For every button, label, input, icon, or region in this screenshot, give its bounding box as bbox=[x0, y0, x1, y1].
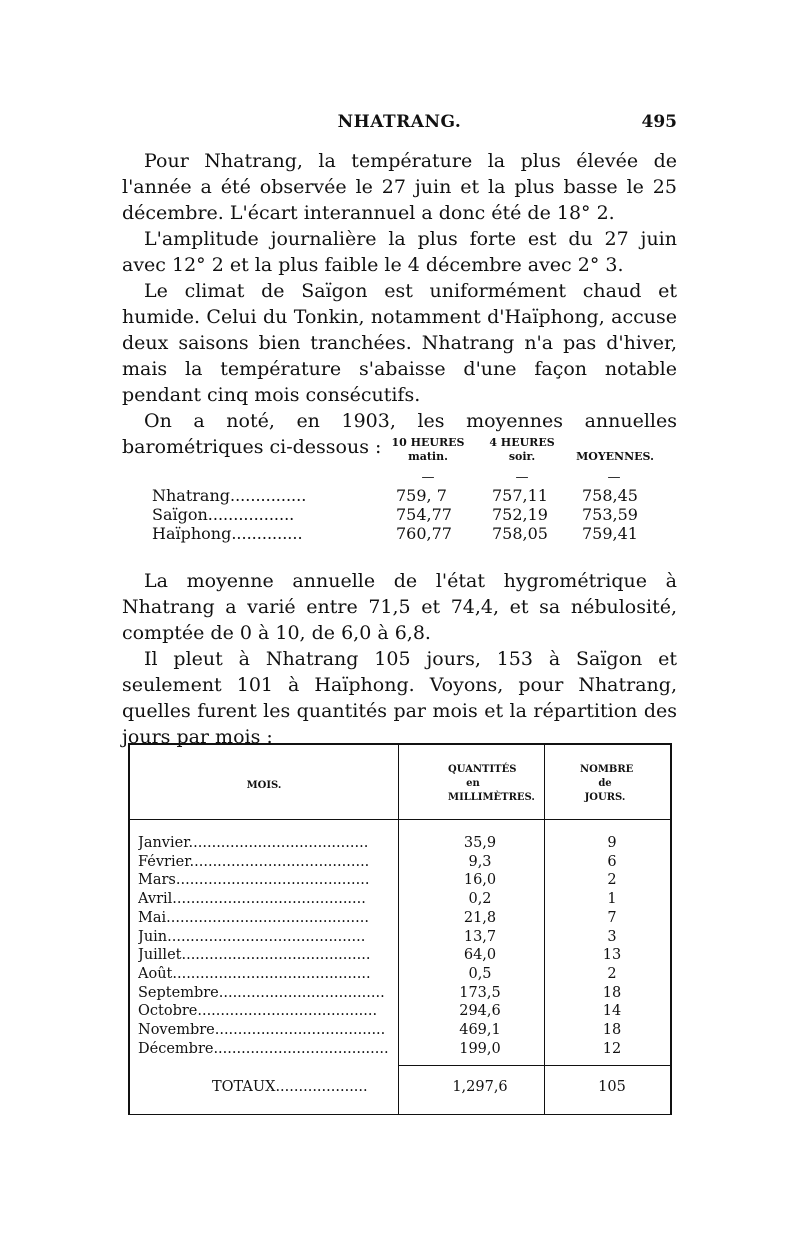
total-quantity: 1,297,6 bbox=[452, 1079, 508, 1095]
table-row bbox=[152, 505, 662, 524]
rain-quantity: 0,2 bbox=[468, 891, 492, 908]
table-row bbox=[138, 1022, 668, 1041]
value-average: 753,59 bbox=[582, 505, 638, 524]
month-name: Juin........................................... bbox=[138, 928, 366, 945]
col-header-month: MOIS. bbox=[246, 780, 282, 791]
month-name: Mars.......................................... bbox=[138, 872, 370, 889]
totals-label: TOTAUX.................... bbox=[212, 1079, 368, 1095]
paragraph: La moyenne annuelle de l'état hygrométrique à Nhatrang a varié entre 71,5 et 74,4, et sa nébulosité, comptée de 0 à 10, de 6,0 à 6,8. bbox=[122, 570, 677, 644]
rain-quantity: 16,0 bbox=[463, 872, 497, 889]
rain-quantity: 199,0 bbox=[459, 1040, 501, 1057]
paragraph: Il pleut à Nhatrang 105 jours, 153 à Saïgon et seulement 101 à Haïphong. Voyons, pour Nhatrang, quelles furent les quantités par mois et la répartition des jours par mois : bbox=[122, 648, 677, 748]
col-header-quantity: QUANTITÉS en MILLIMÈTRES. bbox=[448, 764, 535, 803]
value-morning: 759, 7 bbox=[396, 486, 447, 505]
table-row bbox=[138, 835, 668, 854]
table-row bbox=[138, 910, 668, 929]
rain-quantity: 21,8 bbox=[463, 909, 497, 926]
table-row bbox=[138, 1003, 668, 1022]
table-row bbox=[138, 929, 668, 948]
rain-days: 1 bbox=[607, 891, 617, 908]
month-name: Mai............................................ bbox=[138, 909, 369, 926]
body-text-2 bbox=[122, 568, 677, 750]
header-dash: — bbox=[515, 470, 529, 485]
col-header-evening: 4 HEURES soir. bbox=[489, 436, 555, 463]
rain-quantity: 9,3 bbox=[468, 853, 492, 870]
rain-quantity: 469,1 bbox=[459, 1022, 501, 1038]
value-morning: 760,77 bbox=[396, 524, 452, 543]
value-average: 758,45 bbox=[582, 486, 638, 505]
month-name: Janvier....................................... bbox=[138, 835, 369, 851]
table-row bbox=[138, 1041, 668, 1060]
month-name: Février....................................... bbox=[138, 853, 370, 870]
rainfall-table bbox=[128, 743, 672, 1115]
running-header bbox=[122, 112, 677, 138]
table-row bbox=[138, 985, 668, 1004]
table-row bbox=[138, 947, 668, 966]
paragraph: Pour Nhatrang, la température la plus élevée de l'année a été observée le 27 juin et la plus basse le 25 décembre. L'écart interannuel a donc été de 18° 2. bbox=[122, 150, 677, 224]
rain-days: 13 bbox=[602, 947, 622, 964]
rain-days: 6 bbox=[607, 853, 617, 870]
rain-days: 3 bbox=[607, 928, 617, 945]
table-row bbox=[152, 524, 662, 543]
table-row bbox=[138, 854, 668, 873]
month-name: Août........................................... bbox=[138, 965, 371, 982]
rain-days: 14 bbox=[602, 1003, 622, 1020]
station-name: Saïgon................. bbox=[152, 505, 295, 524]
month-name: Novembre..................................... bbox=[138, 1022, 386, 1038]
rain-quantity: 173,5 bbox=[459, 984, 501, 1001]
table-row bbox=[152, 486, 662, 505]
station-name: Nhatrang............... bbox=[152, 486, 307, 505]
month-name: Décembre...................................... bbox=[138, 1040, 389, 1057]
value-average: 759,41 bbox=[582, 524, 638, 543]
rain-quantity: 64,0 bbox=[463, 947, 497, 964]
col-header-morning: 10 HEURES matin. bbox=[391, 436, 465, 463]
table-row bbox=[138, 966, 668, 985]
rain-quantity: 35,9 bbox=[463, 835, 497, 851]
paragraph: Le climat de Saïgon est uniformément chaud et humide. Celui du Tonkin, notamment d'Haïphong, accuse deux saisons bien tranchées. Nhatrang n'a pas d'hiver, mais la température s'abaisse d'une façon notable pendant cinq mois consécutifs. bbox=[122, 280, 677, 406]
rain-days: 9 bbox=[607, 835, 617, 851]
col-header-average: MOYENNES. bbox=[576, 450, 654, 463]
paragraph: On a noté, en 1903, les moyennes annuelles barométriques ci-dessous : bbox=[122, 410, 677, 458]
value-evening: 752,19 bbox=[492, 505, 548, 524]
header-divider bbox=[130, 819, 670, 820]
total-divider bbox=[398, 1065, 670, 1066]
header-dash: — bbox=[607, 470, 621, 485]
value-evening: 757,11 bbox=[492, 486, 548, 505]
value-evening: 758,05 bbox=[492, 524, 548, 543]
rain-quantity: 0,5 bbox=[468, 965, 492, 982]
rain-days: 2 bbox=[607, 965, 617, 982]
total-days: 105 bbox=[598, 1079, 626, 1095]
header-dash: — bbox=[421, 470, 435, 485]
running-title: NHATRANG. bbox=[337, 112, 462, 132]
value-morning: 754,77 bbox=[396, 505, 452, 524]
body-text bbox=[122, 148, 677, 460]
rain-quantity: 13,7 bbox=[463, 928, 497, 945]
month-name: Octobre....................................... bbox=[138, 1003, 378, 1020]
month-name: Avril.......................................... bbox=[138, 891, 366, 908]
paragraph: L'amplitude journalière la plus forte est du 27 juin avec 12° 2 et la plus faible le 4 décembre avec 2° 3. bbox=[122, 228, 677, 276]
rain-days: 18 bbox=[602, 1022, 622, 1038]
table-row bbox=[138, 891, 668, 910]
rain-days: 18 bbox=[602, 984, 622, 1001]
month-name: Juillet......................................... bbox=[138, 947, 371, 964]
col-header-days: NOMBRE de JOURS. bbox=[580, 764, 634, 803]
month-name: Septembre.................................... bbox=[138, 984, 385, 1001]
rain-days: 2 bbox=[607, 872, 617, 889]
rain-quantity: 294,6 bbox=[459, 1003, 501, 1020]
rain-days: 7 bbox=[607, 909, 617, 926]
station-name: Haïphong.............. bbox=[152, 524, 303, 543]
table-row bbox=[138, 872, 668, 891]
rain-days: 12 bbox=[602, 1040, 622, 1057]
page-number: 495 bbox=[641, 112, 677, 132]
